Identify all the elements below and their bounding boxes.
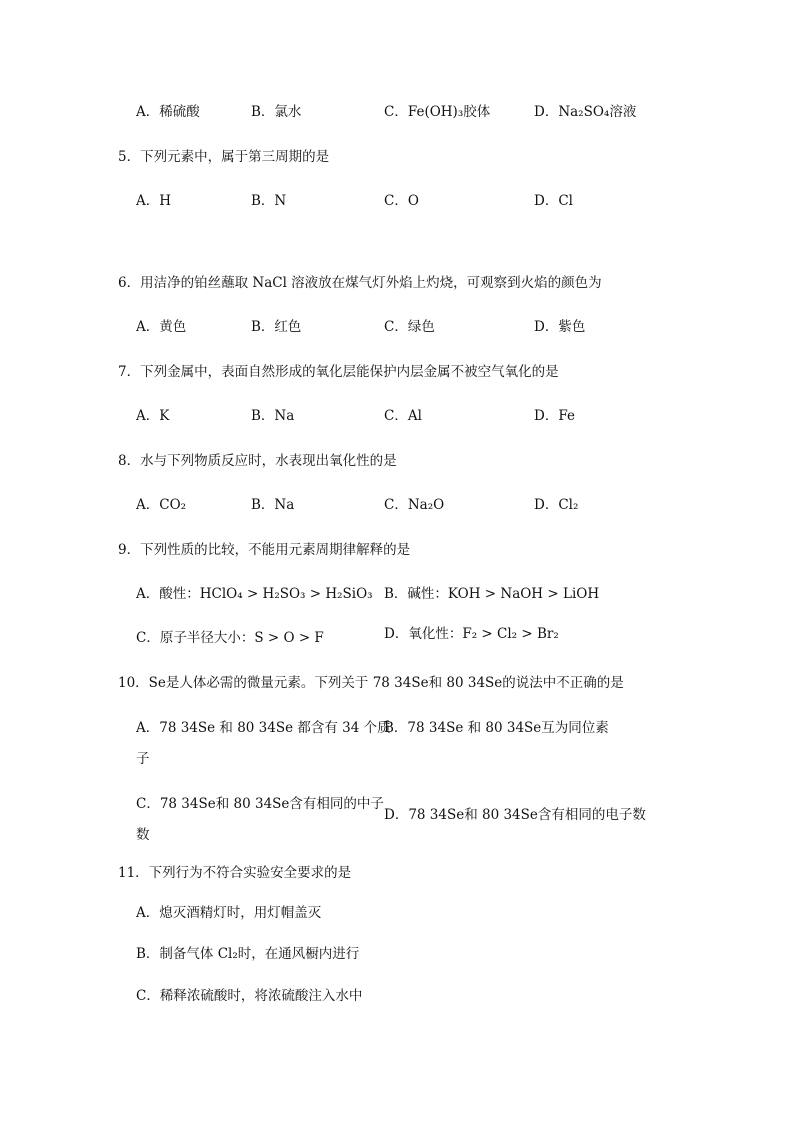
q7-option-b: B．Na — [251, 408, 295, 424]
q10-option-c-line2: 数 — [136, 827, 150, 843]
q6-option-d: D．紫色 — [534, 319, 586, 335]
q6-option-c: C．绿色 — [384, 319, 435, 335]
q9-stem: 9．下列性质的比较，不能用元素周期律解释的是 — [118, 542, 411, 558]
q11-option-b: B．制备气体 Cl₂时，在通风橱内进行 — [136, 946, 360, 962]
q5-option-b: B．N — [251, 193, 287, 209]
q10-option-a-line1: A．78 34Se 和 80 34Se 都含有 34 个质 — [136, 720, 391, 736]
q6-option-b: B．红色 — [251, 319, 302, 335]
q8-option-a: A．CO₂ — [136, 497, 187, 513]
q4-option-d: D．Na₂SO₄溶液 — [534, 104, 637, 120]
q10-option-c-line1: C．78 34Se和 80 34Se含有相同的中子 — [136, 796, 384, 812]
q7-option-c: C．Al — [384, 408, 422, 424]
q5-option-a: A．H — [136, 193, 172, 209]
q4-option-b: B．氯水 — [251, 104, 302, 120]
q10-option-d: D．78 34Se和 80 34Se含有相同的电子数 — [384, 807, 646, 823]
q4-option-a: A．稀硫酸 — [136, 104, 200, 120]
q10-stem: 10．Se是人体必需的微量元素。下列关于 78 34Se和 80 34Se的说法中不正确的是 — [118, 675, 624, 691]
q7-option-d: D．Fe — [534, 408, 575, 424]
q8-option-b: B．Na — [251, 497, 295, 513]
q6-stem: 6．用洁净的铂丝蘸取 NaCl 溶液放在煤气灯外焰上灼烧，可观察到火焰的颜色为 — [118, 275, 602, 291]
q5-option-d: D．Cl — [534, 193, 573, 209]
q6-option-a: A．黄色 — [136, 319, 187, 335]
q10-option-b: B．78 34Se 和 80 34Se互为同位素 — [384, 720, 609, 736]
q9-option-c: C．原子半径大小：S > O > F — [136, 630, 324, 646]
q8-option-c: C．Na₂O — [384, 497, 445, 513]
q10-option-a-line2: 子 — [136, 751, 150, 767]
q11-option-c: C．稀释浓硫酸时，将浓硫酸注入水中 — [136, 988, 363, 1004]
q4-option-c: C．Fe(OH)₃胶体 — [384, 104, 491, 120]
q5-option-c: C．O — [384, 193, 419, 209]
q9-option-d: D．氧化性：F₂ > Cl₂ > Br₂ — [384, 626, 559, 642]
q7-option-a: A．K — [136, 408, 170, 424]
q9-option-a: A．酸性：HClO₄ > H₂SO₃ > H₂SiO₃ — [136, 586, 373, 602]
q11-option-a: A．熄灭酒精灯时，用灯帽盖灭 — [136, 905, 322, 921]
q9-option-b: B．碱性：KOH > NaOH > LiOH — [384, 586, 600, 602]
q8-option-d: D．Cl₂ — [534, 497, 579, 513]
q8-stem: 8．水与下列物质反应时，水表现出氧化性的是 — [118, 453, 397, 469]
q5-stem: 5．下列元素中，属于第三周期的是 — [118, 149, 330, 165]
q11-stem: 11．下列行为不符合实验安全要求的是 — [118, 865, 352, 881]
q7-stem: 7．下列金属中，表面自然形成的氧化层能保护内层金属不被空气氧化的是 — [118, 364, 559, 380]
